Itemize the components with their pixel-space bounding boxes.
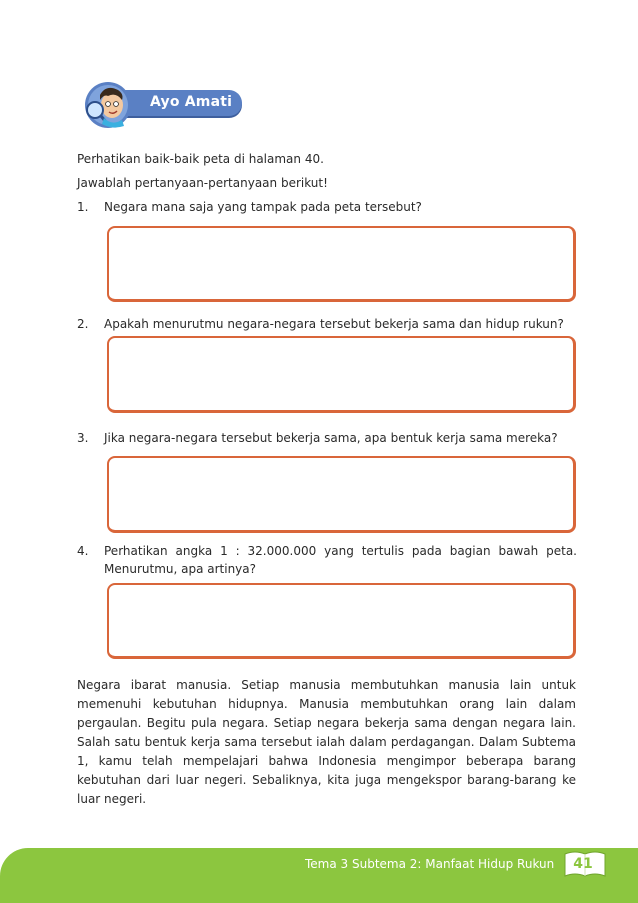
page-number: 41 xyxy=(573,856,593,872)
question-text: Perhatikan angka 1 : 32.000.000 yang tertulis pada bagian bawah peta. Menurutmu, apa artinya? xyxy=(104,544,577,576)
answer-box-3[interactable] xyxy=(107,456,576,533)
intro-line-2: Jawablah pertanyaan-pertanyaan berikut! xyxy=(77,176,328,190)
intro-line-1: Perhatikan baik-baik peta di halaman 40. xyxy=(77,152,324,166)
question-text: Negara mana saja yang tampak pada peta tersebut? xyxy=(104,200,422,214)
answer-box-2[interactable] xyxy=(107,336,576,413)
ayo-amati-badge xyxy=(78,80,248,130)
kid-with-magnifier-icon xyxy=(78,80,140,130)
question-text: Jika negara-negara tersebut bekerja sama, apa bentuk kerja sama mereka? xyxy=(104,431,558,445)
closing-paragraph: Negara ibarat manusia. Setiap manusia membutuhkan manusia lain untuk memenuhi kebutuhan hidupnya. Manusia membutuhkan orang lain dalam pergaulan. Begitu pula negara. Setiap negara bekerja sama dengan negara lain. Salah satu bentuk kerja sama tersebut ialah dalam perdagangan. Dalam Subtema 1, kamu telah mempelajari bahwa Indonesia mengimpor beberapa barang kebutuhan dari luar negeri. Sebaliknya, kita juga mengekspor barang-barang ke luar negeri. xyxy=(77,678,576,806)
badge-label: Ayo Amati xyxy=(150,94,233,110)
question-number: 4. xyxy=(77,544,89,558)
question-number: 3. xyxy=(77,431,89,445)
question-text: Apakah menurutmu negara-negara tersebut bekerja sama dan hidup rukun? xyxy=(104,317,564,331)
page-footer xyxy=(0,848,638,903)
question-number: 2. xyxy=(77,317,89,331)
footer-theme-text: Tema 3 Subtema 2: Manfaat Hidup Rukun xyxy=(305,857,555,871)
question-number: 1. xyxy=(77,200,89,214)
answer-box-1[interactable] xyxy=(107,226,576,302)
answer-box-4[interactable] xyxy=(107,583,576,659)
